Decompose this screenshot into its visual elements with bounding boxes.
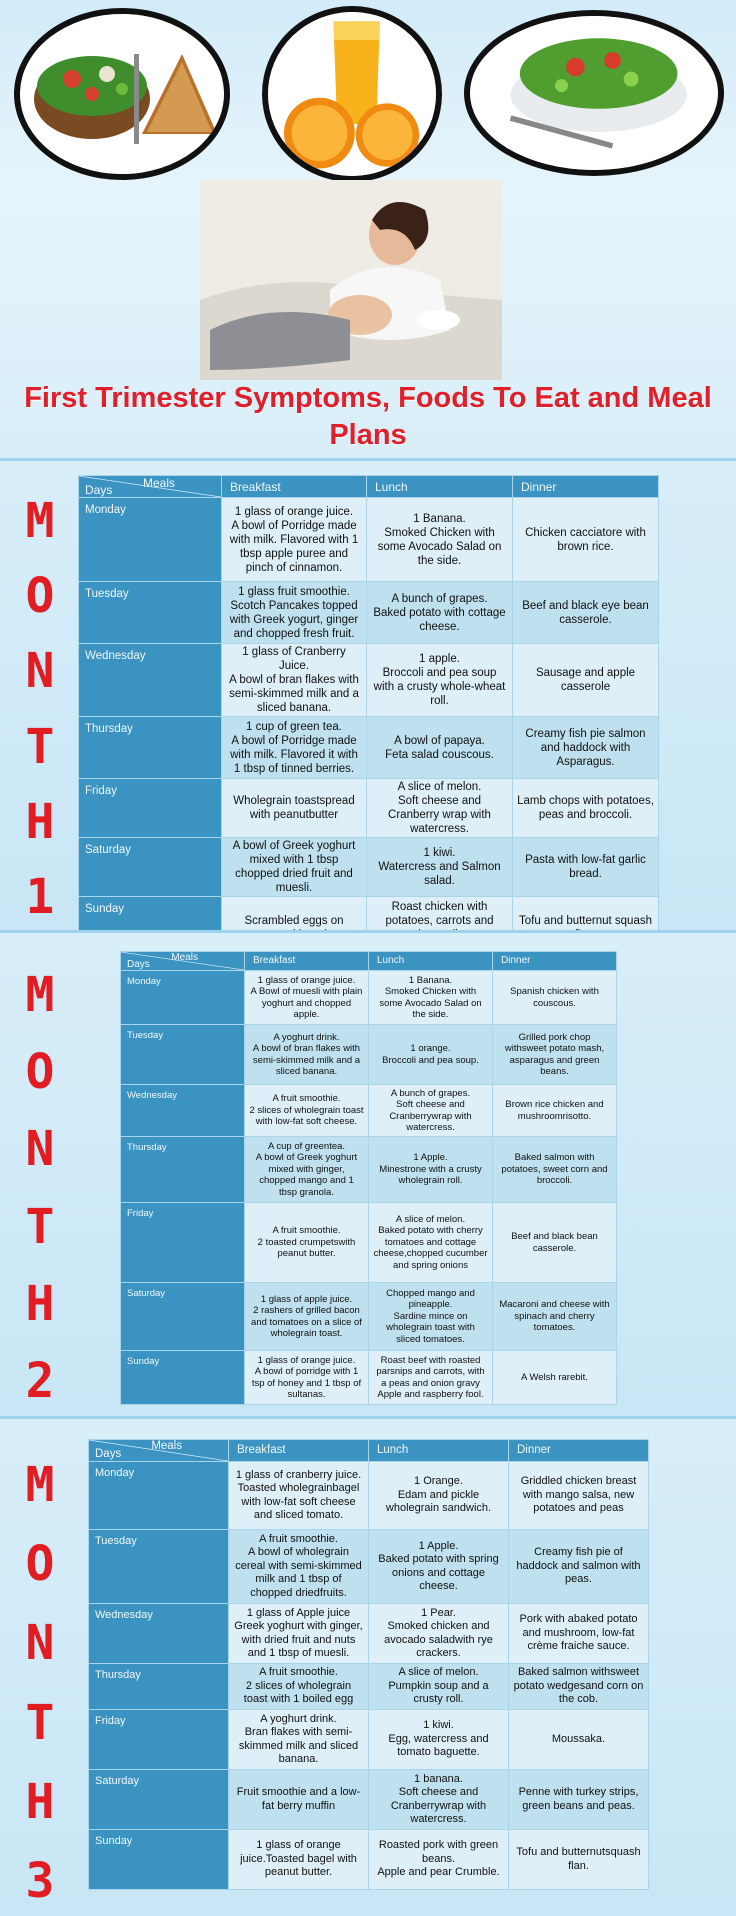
dinner-cell: Penne with turkey strips, green beans and peas. — [509, 1770, 649, 1830]
dinner-cell: Macaroni and cheese with spinach and cherry tomatoes. — [493, 1283, 617, 1351]
table-row — [79, 717, 659, 779]
meal-plan-table-month-2 — [120, 951, 617, 1405]
breakfast-cell: A fruit smoothie. 2 toasted crumpetswith peanut butter. — [245, 1203, 369, 1283]
breakfast-cell: 1 glass of orange juice. A bowl of porridge with 1 tsp of honey and 1 tbsp of sultanas. — [245, 1351, 369, 1405]
table-row — [79, 498, 659, 582]
table-row — [89, 1710, 649, 1770]
meals-header: Meals — [171, 952, 198, 963]
table-row — [79, 644, 659, 717]
lunch-cell: 1 Apple. Minestrone with a crusty wholegrain roll. — [369, 1137, 493, 1203]
breakfast-cell: Scrambled eggs on — [222, 897, 367, 959]
table-row — [89, 1604, 649, 1664]
table-row — [121, 1203, 617, 1283]
lunch-cell: 1 Banana. Smoked Chicken with some Avocado Salad on the side. — [369, 971, 493, 1025]
table-row — [121, 1283, 617, 1351]
lunch-cell: Roasted pork with green beans. Apple and pear Crumble. — [369, 1830, 509, 1890]
breakfast-cell: 1 glass of Apple juice Greek yoghurt with ginger, with dried fruit and nuts and 1 tbsp of muesli. — [229, 1604, 369, 1664]
day-cell: Thursday — [89, 1664, 229, 1710]
month-3-section — [0, 1416, 736, 1916]
dinner-cell: Brown rice chicken and mushroomrisotto. — [493, 1085, 617, 1137]
dinner-cell: Beef and black bean casserole. — [493, 1203, 617, 1283]
lunch-cell: 1 orange. Broccoli and pea soup. — [369, 1025, 493, 1085]
dinner-cell: Pork with abaked potato and mushroom, low-fat crème fraiche sauce. — [509, 1604, 649, 1664]
salad-plate-icon — [464, 10, 724, 176]
table-row — [79, 779, 659, 838]
breakfast-cell: 1 glass of orange juice. A bowl of Porridge made with milk. Flavored with 1 tbsp apple puree and pinch of cinnamon. — [222, 498, 367, 582]
breakfast-cell: 1 glass of Cranberry Juice. A bowl of bran flakes with semi-skimmed milk and a sliced banana. — [222, 644, 367, 717]
breakfast-cell: A yoghurt drink. Bran flakes with semi-skimmed milk and sliced banana. — [229, 1710, 369, 1770]
table-row — [89, 1530, 649, 1604]
dinner-cell: Baked salmon with potatoes, sweet corn and broccoli. — [493, 1137, 617, 1203]
dinner-cell: Grilled pork chop withsweet potato mash, asparagus and green beans. — [493, 1025, 617, 1085]
breakfast-cell: A fruit smoothie. A bowl of wholegrain cereal with semi-skimmed milk and 1 tbsp of chopped driedfruits. — [229, 1530, 369, 1604]
breakfast-cell: Wholegrain toastspread with peanutbutter — [222, 779, 367, 838]
table-row — [89, 1664, 649, 1710]
dinner-header: Dinner — [509, 1440, 649, 1462]
lunch-cell: Roast chicken with potatoes, carrots and — [367, 897, 513, 959]
breakfast-cell: A fruit smoothie. 2 slices of wholegrain toast with low-fat soft cheese. — [245, 1085, 369, 1137]
lunch-cell: 1 banana. Soft cheese and Cranberrywrap with watercress. — [369, 1770, 509, 1830]
orange-juice-icon — [262, 6, 442, 182]
lunch-cell: A slice of melon. Soft cheese and Cranberry wrap with watercress. — [367, 779, 513, 838]
breakfast-cell: A fruit smoothie. 2 slices of wholegrain toast with 1 boiled egg — [229, 1664, 369, 1710]
breakfast-cell: 1 glass of apple juice. 2 rashers of grilled bacon and tomatoes on a slice of wholegrain toast. — [245, 1283, 369, 1351]
day-cell: Thursday — [79, 717, 222, 779]
lunch-cell: 1 Banana. Smoked Chicken with some Avocado Salad on the side. — [367, 498, 513, 582]
day-cell: Saturday — [79, 838, 222, 897]
month-1-section — [0, 458, 736, 930]
day-cell: Sunday — [121, 1351, 245, 1405]
lunch-cell: 1 apple. Broccoli and pea soup with a crusty whole-wheat roll. — [367, 644, 513, 717]
breakfast-header: Breakfast — [229, 1440, 369, 1462]
days-header: Days — [95, 1447, 122, 1460]
dinner-cell: Griddled chicken breast with mango salsa, new potatoes and peas — [509, 1462, 649, 1530]
lunch-cell: A bowl of papaya. Feta salad couscous. — [367, 717, 513, 779]
days-header: Days — [85, 483, 113, 497]
table-row — [89, 1830, 649, 1890]
table-corner-header — [79, 476, 222, 498]
lunch-cell: A slice of melon. Baked potato with cherry tomatoes and cottage cheese,chopped cucumber and spring onions — [369, 1203, 493, 1283]
table-row — [121, 1025, 617, 1085]
table-row — [79, 838, 659, 897]
month-2-section — [0, 930, 736, 1416]
lunch-cell: 1 Orange. Edam and pickle wholegrain sandwich. — [369, 1462, 509, 1530]
dinner-header: Dinner — [493, 952, 617, 971]
breakfast-cell: Fruit smoothie and a low-fat berry muffin — [229, 1770, 369, 1830]
dinner-cell: Sausage and apple casserole — [513, 644, 659, 717]
dinner-cell: Creamy fish pie of haddock and salmon with peas. — [509, 1530, 649, 1604]
day-cell: Tuesday — [89, 1530, 229, 1604]
day-cell: Friday — [89, 1710, 229, 1770]
day-cell: Friday — [121, 1203, 245, 1283]
table-row — [121, 1085, 617, 1137]
lunch-header: Lunch — [367, 476, 513, 498]
dinner-cell: Pasta with low-fat garlic bread. — [513, 838, 659, 897]
dinner-cell: A Welsh rarebit. — [493, 1351, 617, 1405]
day-cell: Monday — [121, 971, 245, 1025]
table-row — [89, 1462, 649, 1530]
lunch-header: Lunch — [369, 952, 493, 971]
day-cell: Thursday — [121, 1137, 245, 1203]
dinner-cell: Tofu and butternutsquash flan. — [509, 1830, 649, 1890]
month-1-label: M O N T H 1 — [25, 493, 55, 925]
lunch-cell: 1 Pear. Smoked chicken and avocado saladwith rye crackers. — [369, 1604, 509, 1664]
page-title: First Trimester Symptoms, Foods To Eat and Meal Plans — [24, 382, 712, 451]
table-row — [89, 1770, 649, 1830]
dinner-cell: Moussaka. — [509, 1710, 649, 1770]
dinner-cell: Beef and black eye bean casserole. — [513, 582, 659, 644]
table-corner-header — [89, 1440, 229, 1462]
dinner-cell: Spanish chicken with couscous. — [493, 971, 617, 1025]
salad-bowl-icon — [14, 8, 230, 180]
day-cell: Tuesday — [79, 582, 222, 644]
dinner-header: Dinner — [513, 476, 659, 498]
meals-header: Meals — [142, 476, 175, 490]
lunch-cell: A bunch of grapes. Baked potato with cottage cheese. — [367, 582, 513, 644]
day-cell: Wednesday — [79, 644, 222, 717]
lunch-header: Lunch — [369, 1440, 509, 1462]
breakfast-cell: 1 glass of orange juice.Toasted bagel with peanut butter. — [229, 1830, 369, 1890]
lunch-cell: 1 Apple. Baked potato with spring onions and cottage cheese. — [369, 1530, 509, 1604]
days-header: Days — [127, 958, 150, 970]
month-3-label: M O N T H 3 — [25, 1457, 55, 1909]
day-cell: Sunday — [89, 1830, 229, 1890]
dinner-cell: Lamb chops with potatoes, peas and broccoli. — [513, 779, 659, 838]
dinner-cell: Baked salmon withsweet potato wedgesand corn on the cob. — [509, 1664, 649, 1710]
lunch-cell: 1 kiwi. Egg, watercress and tomato baguette. — [369, 1710, 509, 1770]
dinner-cell: Tofu and butternut squash — [513, 897, 659, 959]
pregnant-woman-photo — [200, 180, 502, 380]
day-cell: Monday — [79, 498, 222, 582]
breakfast-cell: 1 cup of green tea. A bowl of Porridge made with milk. Flavored it with 1 tbsp of tinned berries. — [222, 717, 367, 779]
breakfast-cell: 1 glass of cranberry juice. Toasted wholegrainbagel with low-fat soft cheese and sliced tomato. — [229, 1462, 369, 1530]
breakfast-header: Breakfast — [245, 952, 369, 971]
infographic-header — [0, 0, 736, 458]
day-cell: Monday — [89, 1462, 229, 1530]
breakfast-cell: A yoghurt drink. A bowl of bran flakes with semi-skimmed milk and a sliced banana. — [245, 1025, 369, 1085]
breakfast-cell: 1 glass fruit smoothie. Scotch Pancakes topped with Greek yogurt, ginger and chopped fresh fruit. — [222, 582, 367, 644]
breakfast-cell: 1 glass of orange juice. A Bowl of muesli with plain yoghurt and chopped apple. — [245, 971, 369, 1025]
day-cell: Saturday — [89, 1770, 229, 1830]
table-row — [79, 582, 659, 644]
day-cell: Sunday — [79, 897, 222, 959]
breakfast-cell: A bowl of Greek yoghurt mixed with 1 tbsp chopped dried fruit and muesli. — [222, 838, 367, 897]
breakfast-header: Breakfast — [222, 476, 367, 498]
lunch-cell: 1 kiwi. Watercress and Salmon salad. — [367, 838, 513, 897]
dinner-cell: Chicken cacciatore with brown rice. — [513, 498, 659, 582]
table-row — [121, 1351, 617, 1405]
meals-header: Meals — [151, 1440, 182, 1452]
meal-plan-table-month-1 — [78, 475, 659, 959]
dinner-cell: Creamy fish pie salmon and haddock with Asparagus. — [513, 717, 659, 779]
table-row — [121, 1137, 617, 1203]
day-cell: Tuesday — [121, 1025, 245, 1085]
table-row — [121, 971, 617, 1025]
day-cell: Wednesday — [89, 1604, 229, 1664]
lunch-cell: A bunch of grapes. Soft cheese and Cranberrywrap with watercress. — [369, 1085, 493, 1137]
day-cell: Friday — [79, 779, 222, 838]
table-corner-header — [121, 952, 245, 971]
lunch-cell: A slice of melon. Pumpkin soup and a crusty roll. — [369, 1664, 509, 1710]
lunch-cell: Roast beef with roasted parsnips and carrots, with a peas and onion gravy Apple and raspberry fool. — [369, 1351, 493, 1405]
day-cell: Wednesday — [121, 1085, 245, 1137]
meal-plan-table-month-3 — [88, 1439, 649, 1890]
day-cell: Saturday — [121, 1283, 245, 1351]
breakfast-cell: A cup of greentea. A bowl of Greek yoghurt mixed with ginger, chopped mango and 1 tbsp granola. — [245, 1137, 369, 1203]
lunch-cell: Chopped mango and pineapple. Sardine mince on wholegrain toast with sliced tomatoes. — [369, 1283, 493, 1351]
month-2-label: M O N T H 2 — [25, 967, 55, 1409]
